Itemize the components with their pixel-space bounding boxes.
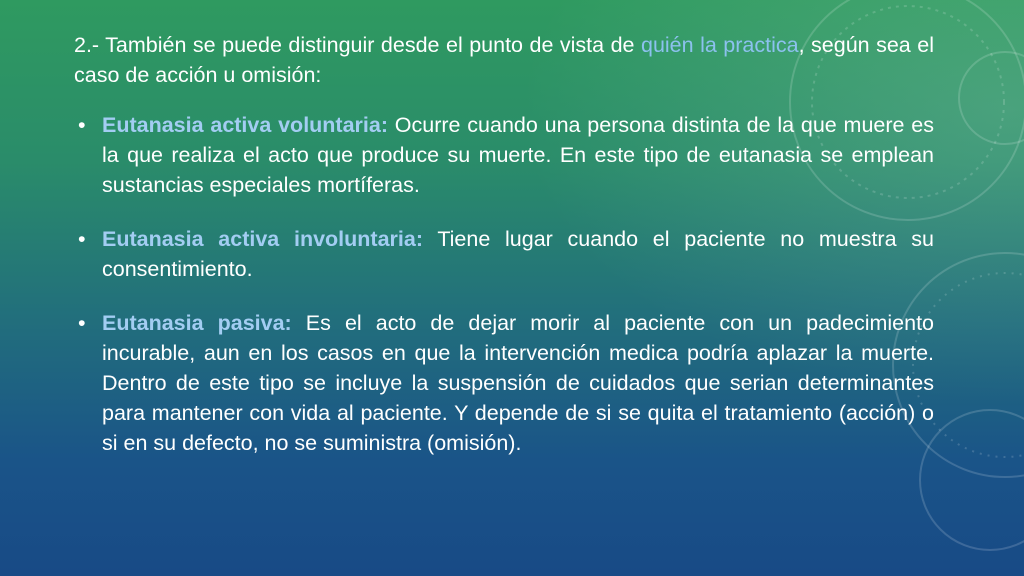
- term-label: Eutanasia pasiva:: [102, 311, 292, 335]
- term-label: Eutanasia activa voluntaria:: [102, 113, 389, 137]
- intro-highlight: quién la practica: [640, 33, 799, 57]
- bullet-icon: •: [78, 113, 86, 137]
- term-description: Ocurre cuando una persona distinta de la que muere es la que realiza el acto que produce su muerte. En este tipo de eutanasia se emplean sustancias especiales mortíferas.: [102, 113, 934, 197]
- slide-body: [74, 30, 934, 482]
- list-item-active-voluntary: [74, 110, 934, 200]
- intro-suffix: , según sea el caso de acción u omisión:: [74, 33, 934, 87]
- bullet-icon: •: [78, 311, 86, 335]
- list-item-passive: [74, 308, 934, 458]
- euthanasia-types-list: [74, 110, 934, 458]
- bullet-icon: •: [78, 227, 86, 251]
- term-description: Es el acto de dejar morir al paciente con un padecimiento incurable, aun en los casos en que la intervención medica podría aplazar la muerte. Dentro de este tipo se incluye la suspensión de cuidados que serian determinantes para mantener con vida al paciente. Y depende de si se quita el tratamiento (acción) o si en su defecto, no se suministra (omisión).: [102, 311, 935, 455]
- intro-prefix: 2.- También se puede distinguir desde el punto de vista de: [74, 33, 641, 57]
- intro-paragraph: [74, 30, 934, 90]
- term-description: Tiene lugar cuando el paciente no muestra su consentimiento.: [102, 227, 934, 281]
- term-label: Eutanasia activa involuntaria:: [102, 227, 423, 251]
- list-item-active-involuntary: [74, 224, 934, 284]
